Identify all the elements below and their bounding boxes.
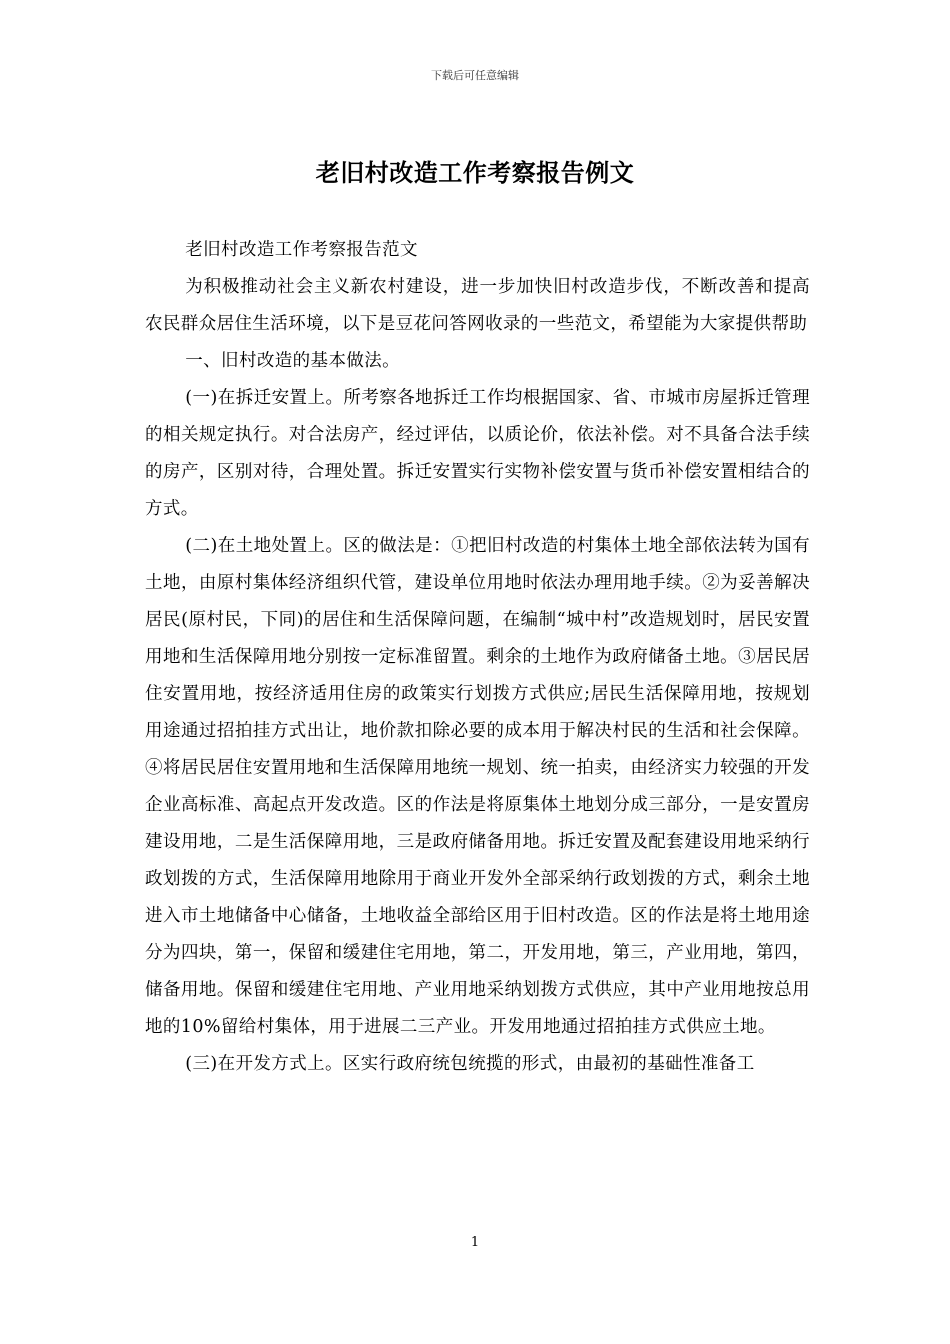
body-paragraph: 老旧村改造工作考察报告范文 — [185, 240, 418, 260]
body-paragraph: (一)在拆迁安置上。所考察各地拆迁工作均根据国家、省、市城市房屋拆迁管理的相关规定执行。对合法房产，经过评估，以质论价，依法补偿。对不具备合法手续的房产，区别对待，合理处置。拆迁安置实行实物补偿安置与货币补偿安置相结合的方式。 — [145, 388, 810, 519]
section-heading: 一、旧村改造的基本做法。 — [185, 351, 401, 371]
body-paragraph: (二)在土地处置上。区的做法是：①把旧村改造的村集体土地全部依法转为国有土地，由原村集体经济组织代管，建设单位用地时依法办理用地手续。②为妥善解决居民(原村民，下同)的居住和生活保障问题，在编制“城中村”改造规划时，居民安置用地和生活保障用地分别按一定标准留置。剩余的土地作为政府储备土地。③居民居住安置用地，按经济适用住房的政策实行划拨方式供应;居民生活保障用地，按规划用途通过招拍挂方式出让，地价款扣除必要的成本用于解决村民的生活和社会保障。④将居民居住安置用地和生活保障用地统一规划、统一拍卖，由经济实力较强的开发企业高标准、高起点开发改造。区的作法是将原集体土地划分成三部分，一是安置房建设用地，二是生活保障用地，三是政府储备用地。拆迁安置及配套建设用地采纳行政划拨的方式，生活保障用地除用于商业开发外全部采纳行政划拨的方式，剩余土地进入市土地储备中心储备，土地收益全部给区用于旧村改造。区的作法是将土地用途分为四块，第一，保留和缓建住宅用地，第二，开发用地，第三，产业用地，第四，储备用地。保留和缓建住宅用地、产业用地采纳划拨方式供应，其中产业用地按总用地的10%留给村集体，用于进展二三产业。开发用地通过招拍挂方式供应土地。 — [145, 536, 810, 1037]
document-title: 老旧村改造工作考察报告例文 — [315, 158, 635, 187]
page-number: 1 — [470, 1235, 480, 1250]
body-paragraph: (三)在开发方式上。区实行政府统包统揽的形式，由最初的基础性准备工 — [185, 1054, 755, 1074]
document-body — [145, 232, 810, 1083]
body-paragraph: 为积极推动社会主义新农村建设，进一步加快旧村改造步伐，不断改善和提高农民群众居住生活环境，以下是豆花问答网收录的一些范文，希望能为大家提供帮助 — [145, 277, 810, 334]
header-note: 下载后可任意编辑 — [431, 69, 519, 82]
